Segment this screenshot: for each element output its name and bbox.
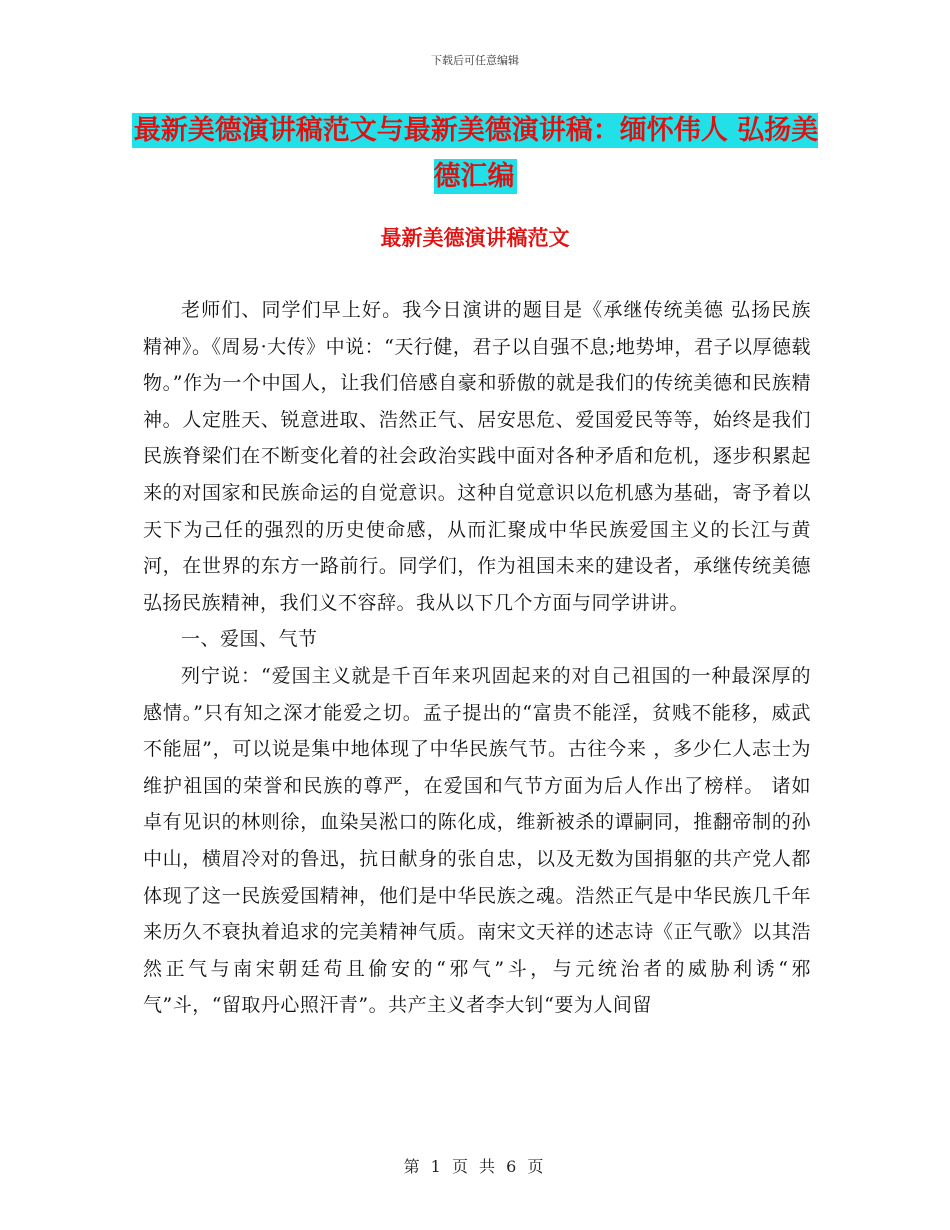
document-title	[120, 108, 830, 200]
document-body	[143, 292, 811, 1024]
page-footer: 第 1 页 共 6 页	[403, 1157, 547, 1176]
section-title: 最新美德演讲稿范文	[380, 226, 570, 250]
paragraph: 老师们、同学们早上好。我今日演讲的题目是《承继传统美德 弘扬民族精神》。《周易·大传》中说：“天行健，君子以自强不息;地势坤，君子以厚德载物。”作为一个中国人，让我们倍感自豪和骄傲的就是我们的传统美德和民族精神。人定胜天、锐意进取、浩然正气、居安思危、爱国爱民等等，始终是我们民族脊梁们在不断变化着的社会政治实践中面对各种矛盾和危机，逐步积累起来的对国家和民族命运的自觉意识。这种自觉意识以危机感为基础，寄予着以天下为己任的强烈的历史使命感，从而汇聚成中华民族爱国主义的长江与黄河，在世界的东方一路前行。同学们，作为祖国未来的建设者，承继传统美德 弘扬民族精神，我们义不容辞。我从以下几个方面与同学讲讲。	[143, 299, 811, 614]
paragraph-heading: 一、爱国、气节	[181, 628, 318, 651]
header-note: 下载后可任意编辑	[431, 54, 519, 67]
paragraph: 列宁说：“爱国主义就是千百年来巩固起来的对自己祖国的一种最深厚的感情。”只有知之深才能爱之切。孟子提出的“富贵不能淫，贫贱不能移，威武不能屈”，可以说是集中地体现了中华民族气节。古往今来 ，多少仁人志士为维护祖国的荣誉和民族的尊严，在爱国和气节方面为后人作出了榜样。 诸如卓有见识的林则徐，血染吴淞口的陈化成，维新被杀的谭嗣同，推翻帝制的孙中山，横眉冷对的鲁迅，抗日献身的张自忠，以及无数为国捐躯的共产党人都体现了这一民族爱国精神，他们是中华民族之魂。浩然正气是中华民族几千年来历久不衰执着追求的完美精神气质。南宋文天祥的述志诗《正气歌》以其浩然正气与南宋朝廷苟且偷安的“邪气”斗，与元统治者的威胁利诱“邪气”斗，“留取丹心照汗青”。共产主义者李大钊“要为人间留	[143, 664, 811, 1017]
document-title-text: 最新美德演讲稿范文与最新美德演讲稿：缅怀伟人 弘扬美德汇编	[133, 115, 819, 192]
